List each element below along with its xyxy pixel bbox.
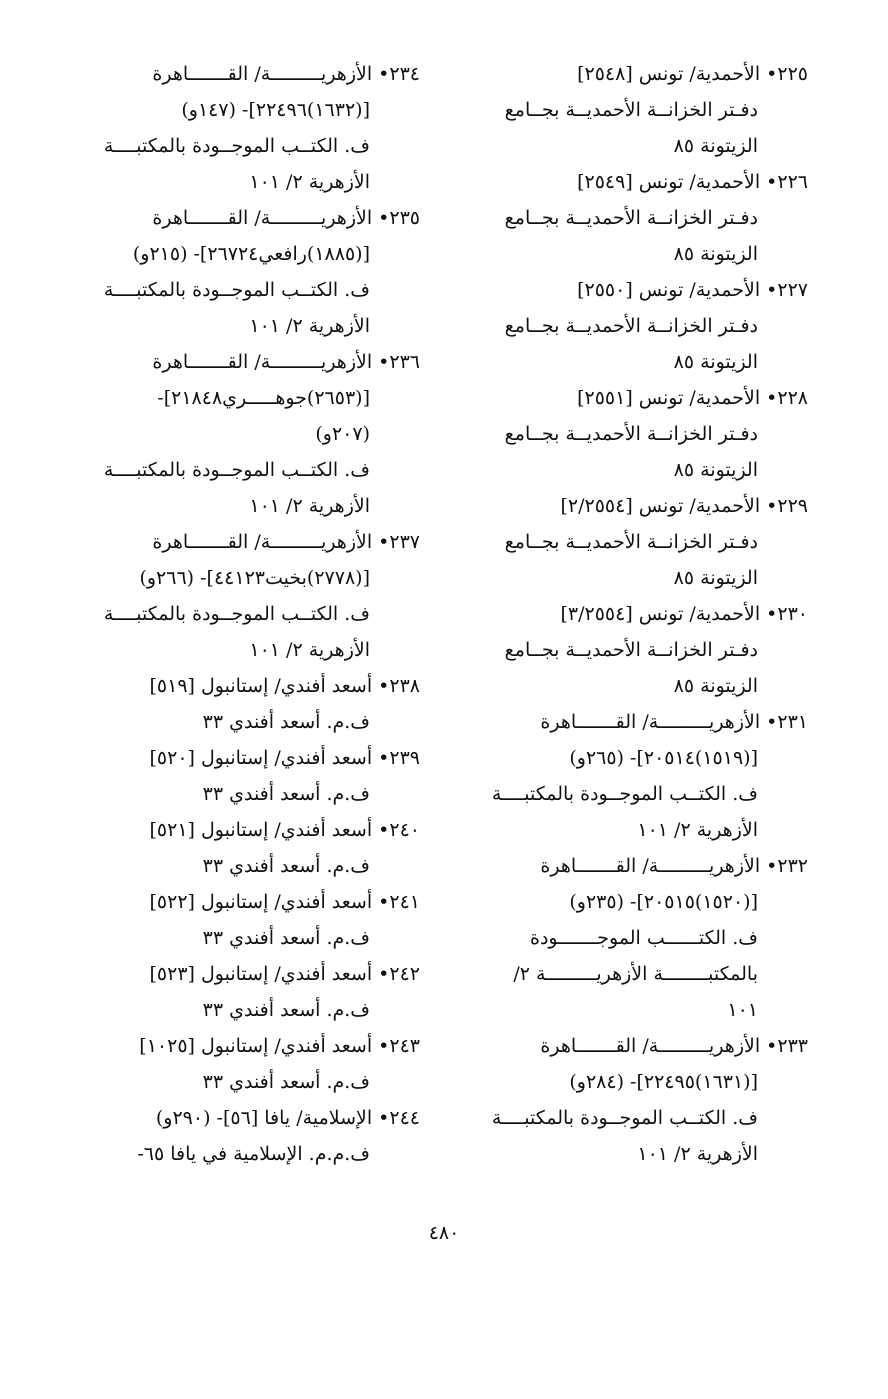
entry-detail-line: [(١٦٣١)٢٢٤٩٥]- (٢٨٤و): [569, 1071, 758, 1093]
entry-detail-line: الأزهرية ٢/ ١٠١: [249, 315, 370, 337]
entry-detail-line: [(٢٦٥٣)جوهـــــري٢١٨٤٨]-: [157, 387, 370, 409]
entry-heading-line: ٢٣٠• الأحمدية/ تونس [٣/٢٥٥٤]: [560, 603, 808, 625]
entry-detail-line: ف.م.م. الإسلامية في يافا ٦٥-: [137, 1143, 370, 1165]
entry-detail-line: ف. الكتــب الموجــودة بالمكتبــــة: [103, 279, 370, 301]
entry-detail-line: ف.م. أسعد أفندي ٣٣: [202, 999, 370, 1021]
entry-detail-line: (٢٠٧و): [315, 423, 370, 445]
entry-heading-line: ٢٤٠• أسعد أفندي/ إستانبول [٥٢١]: [149, 819, 420, 841]
entry-detail-line: الزيتونة ٨٥: [673, 459, 758, 481]
entry-detail-line: دفـتر الخزانــة الأحمديــة بجــامع: [504, 99, 758, 121]
entry-detail-line: ف. الكتــب الموجــودة بالمكتبــــة: [103, 135, 370, 157]
entry-detail-line: ف. الكتــب الموجــودة بالمكتبــــة: [491, 1107, 758, 1129]
entry-detail-line: الأزهرية ٢/ ١٠١: [637, 819, 758, 841]
entry-detail-line: دفـتر الخزانــة الأحمديــة بجــامع: [504, 531, 758, 553]
entry-heading-line: ٢٣٩• أسعد أفندي/ إستانبول [٥٢٠]: [149, 747, 420, 769]
entry-heading-line: ٢٣٧• الأزهريـــــــــة/ القـــــــاهرة: [152, 531, 420, 553]
entry-heading-line: ٢٤٢• أسعد أفندي/ إستانبول [٥٢٣]: [149, 963, 420, 985]
entry-detail-line: ف.م. أسعد أفندي ٣٣: [202, 1071, 370, 1093]
left-column: [80, 56, 420, 1172]
entry-heading-line: ٢٣٤• الأزهريـــــــــة/ القـــــــاهرة: [152, 63, 420, 85]
entry-heading-line: ٢٣٣• الأزهريـــــــــة/ القـــــــاهرة: [540, 1035, 808, 1057]
entry-detail-line: ف. الكتــب الموجــودة بالمكتبــــة: [103, 603, 370, 625]
entry-detail-line: الزيتونة ٨٥: [673, 675, 758, 697]
entry-detail-line: دفـتر الخزانــة الأحمديــة بجــامع: [504, 207, 758, 229]
entry-heading-line: ٢٤١• أسعد أفندي/ إستانبول [٥٢٢]: [149, 891, 420, 913]
entry-detail-line: ف.م. أسعد أفندي ٣٣: [202, 927, 370, 949]
entry-detail-line: الأزهرية ٢/ ١٠١: [637, 1143, 758, 1165]
entry-detail-line: الزيتونة ٨٥: [673, 567, 758, 589]
entry-heading-line: ٢٣٥• الأزهريـــــــــة/ القـــــــاهرة: [152, 207, 420, 229]
entry-detail-line: [(١٨٨٥)رافعي٢٦٧٢٤]- (٢١٥و): [132, 243, 370, 265]
entry-heading-line: ٢٣٦• الأزهريـــــــــة/ القـــــــاهرة: [152, 351, 420, 373]
entry-detail-line: [(٢٧٧٨)بخيت٤٤١٢٣]- (٢٦٦و): [139, 567, 370, 589]
entry-heading-line: ٢٣٢• الأزهريـــــــــة/ القـــــــاهرة: [540, 855, 808, 877]
entry-detail-line: ف. الكتــب الموجــودة بالمكتبــــة: [491, 783, 758, 805]
entry-detail-line: ف.م. أسعد أفندي ٣٣: [202, 855, 370, 877]
entry-heading-line: ٢٣٨• أسعد أفندي/ إستانبول [٥١٩]: [149, 675, 420, 697]
entry-detail-line: [(١٦٣٢)٢٢٤٩٦]- (١٤٧و): [181, 99, 370, 121]
entry-detail-line: دفـتر الخزانــة الأحمديــة بجــامع: [504, 639, 758, 661]
entry-heading-line: ٢٤٤• الإسلامية/ يافا [٥٦]- (٢٩٠و): [155, 1107, 420, 1129]
entry-heading-line: ٢٤٣• أسعد أفندي/ إستانبول [١٠٢٥]: [139, 1035, 420, 1057]
entry-detail-line: الأزهرية ٢/ ١٠١: [249, 171, 370, 193]
entry-detail-line: الزيتونة ٨٥: [673, 351, 758, 373]
page-number: ٤٨٠: [428, 1222, 460, 1244]
entry-detail-line: ف. الكتــب الموجــودة بالمكتبــــة: [103, 459, 370, 481]
entry-detail-line: الزيتونة ٨٥: [673, 243, 758, 265]
entry-heading-line: ٢٢٦• الأحمدية/ تونس [٢٥٤٩]: [577, 171, 808, 193]
right-column: [468, 56, 808, 1172]
entry-detail-line: الأزهرية ٢/ ١٠١: [249, 639, 370, 661]
entry-detail-line: الزيتونة ٨٥: [673, 135, 758, 157]
entry-heading-line: ٢٢٧• الأحمدية/ تونس [٢٥٥٠]: [577, 279, 808, 301]
entry-heading-line: ٢٢٨• الأحمدية/ تونس [٢٥٥١]: [577, 387, 808, 409]
entry-detail-line: الأزهرية ٢/ ١٠١: [249, 495, 370, 517]
entry-detail-line: دفـتر الخزانــة الأحمديــة بجــامع: [504, 315, 758, 337]
entry-detail-line: ف.م. أسعد أفندي ٣٣: [202, 783, 370, 805]
entry-detail-line: بالمكتبــــــــة الأزهريـــــــــة ٢/: [513, 963, 758, 985]
entry-detail-line: ف.م. أسعد أفندي ٣٣: [202, 711, 370, 733]
entry-heading-line: ٢٢٩• الأحمدية/ تونس [٢/٢٥٥٤]: [560, 495, 808, 517]
entry-detail-line: دفـتر الخزانــة الأحمديــة بجــامع: [504, 423, 758, 445]
entry-heading-line: ٢٢٥• الأحمدية/ تونس [٢٥٤٨]: [577, 63, 808, 85]
entry-detail-line: [(١٥٢٠)٢٠٥١٥]- (٢٣٥و): [569, 891, 758, 913]
entry-detail-line: [(١٥١٩)٢٠٥١٤]- (٢٦٥و): [569, 747, 758, 769]
entry-detail-line: ف. الكتــــــب الموجـــــــودة: [530, 927, 758, 949]
entry-detail-line: ١٠١: [727, 999, 758, 1021]
entry-heading-line: ٢٣١• الأزهريـــــــــة/ القـــــــاهرة: [540, 711, 808, 733]
